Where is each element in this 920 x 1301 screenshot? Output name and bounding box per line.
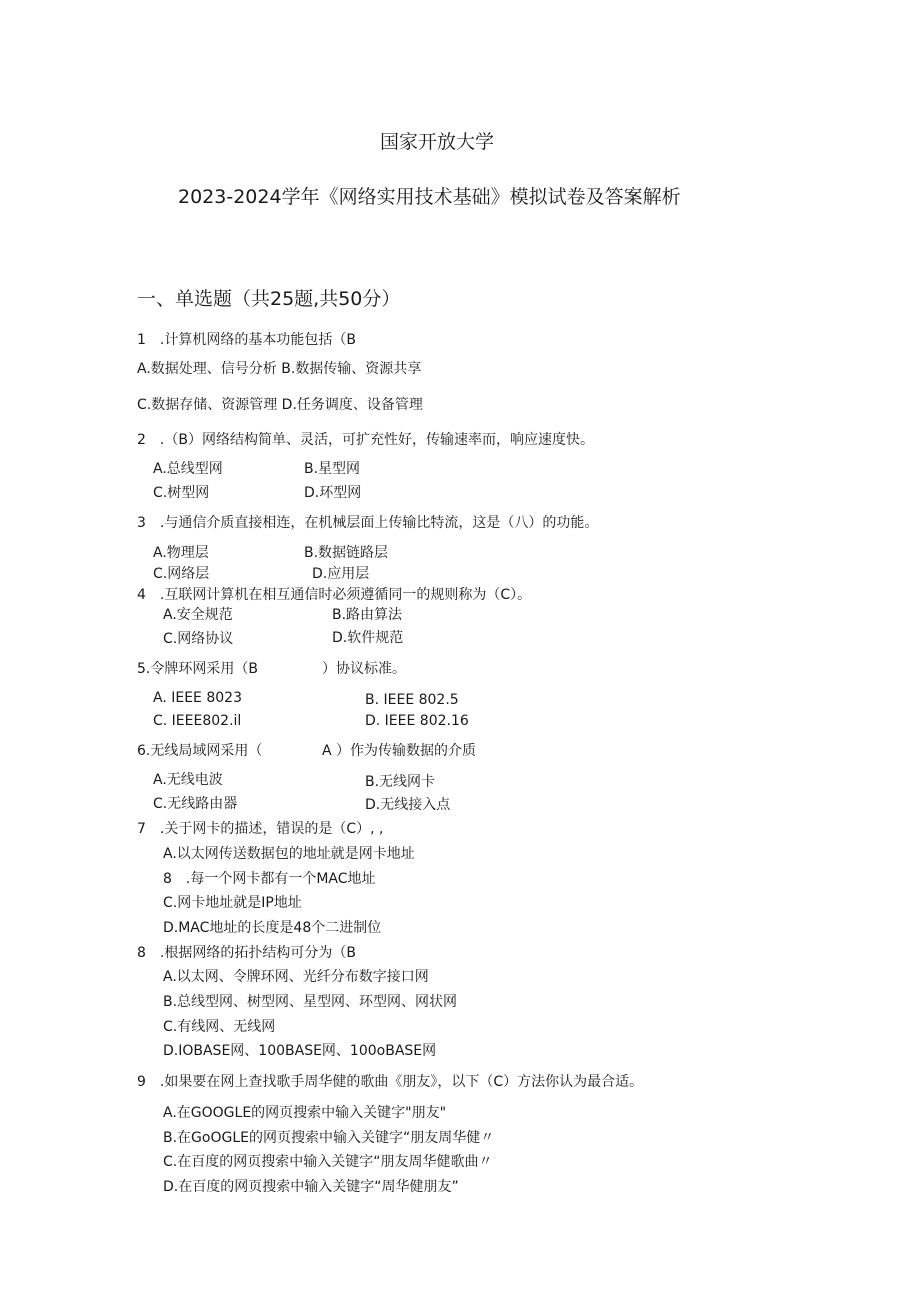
question-5-option-d: D. IEEE 802.16 <box>365 713 469 729</box>
question-6-option-d: D.无线接入点 <box>365 797 451 813</box>
question-3-option-c: C.网络层 <box>153 566 210 582</box>
exam-title: 2023-2024学年《网络实用技术基础》模拟试卷及答案解析 <box>178 186 681 208</box>
question-6-option-b: B.无线网卡 <box>365 774 436 790</box>
question-3-stem: 3 .与通信介质直接相连，在机械层面上传输比特流，这是（八）的功能。 <box>137 515 599 531</box>
question-9-option-d: D.在百度的网页搜索中输入关键字“周华健朋友” <box>163 1179 459 1195</box>
question-2-option-b: B.星型网 <box>304 461 361 477</box>
question-5-stem: 5.令牌环网采用（B <box>137 661 258 677</box>
question-8-stem: 8 .根据网络的拓扑结构可分为（B <box>137 945 356 961</box>
question-8-option-d: D.IOBASE网、100BASE网、100oBASE网 <box>163 1043 437 1059</box>
question-2-option-a: A.总线型网 <box>153 461 223 477</box>
question-5-option-b: B. IEEE 802.5 <box>365 692 459 708</box>
question-7-option-d: D.MAC地址的长度是48个二进制位 <box>163 920 382 936</box>
question-7-stem: 7 .关于网卡的描述，错误的是（C）, , <box>137 821 384 837</box>
question-3-option-d: D.应用层 <box>312 566 370 582</box>
question-6-stem-end: A ）作为传输数据的介质 <box>322 743 477 759</box>
question-3-option-b: B.数据链路层 <box>304 545 389 561</box>
question-7-option-a: A.以太网传送数据包的地址就是网卡地址 <box>163 846 415 862</box>
section-heading: 一、单选题（共25题,共50分） <box>137 288 401 310</box>
question-2-stem: 2 .（B）网络结构简单、灵活，可扩充性好，传输速率而，响应速度快。 <box>137 432 594 448</box>
question-6-option-a: A.无线电波 <box>153 772 223 788</box>
question-9-stem: 9 .如果要在网上查找歌手周华健的歌曲《朋友》，以下（C）方法你认为最合适。 <box>137 1074 644 1090</box>
question-9-option-a: A.在GOOGLE的网页搜索中输入关键字"朋友" <box>163 1105 447 1121</box>
question-8-option-b: B.总线型网、树型网、星型网、环型网、网状网 <box>163 994 458 1010</box>
question-5-option-a: A. IEEE 8023 <box>153 690 242 706</box>
question-9-option-c: C.在百度的网页搜索中输入关键字“朋友周华健歌曲〃 <box>163 1154 493 1170</box>
question-5-stem-end: ）协议标准。 <box>322 661 406 677</box>
question-8-option-a: A.以太网、令牌环网、光纤分布数字接口网 <box>163 969 429 985</box>
university-name: 国家开放大学 <box>380 131 495 153</box>
question-4-option-d: D.软件规范 <box>332 630 404 646</box>
question-2-option-d: D.环型网 <box>304 485 362 501</box>
question-4-option-a: A.安全规范 <box>163 607 233 623</box>
question-5-option-c: C. IEEE802.il <box>153 713 242 729</box>
question-1-options-cd: C.数据存储、资源管理 D.任务调度、设备管理 <box>137 397 423 413</box>
question-4-option-b: B.路由算法 <box>332 607 403 623</box>
question-4-stem: 4 .互联网计算机在相互通信时必须遵循同一的规则称为（C）。 <box>137 587 532 603</box>
question-9-option-b: B.在GoOGLE的网页搜索中输入关键字“朋友周华健〃 <box>163 1130 495 1146</box>
question-7-option-b: 8 .每一个网卡都有一个MAC地址 <box>163 871 376 887</box>
question-1-stem: 1 .计算机网络的基本功能包括（B <box>137 332 356 348</box>
question-4-option-c: C.网络协议 <box>163 631 234 647</box>
question-6-option-c: C.无线路由器 <box>153 796 238 812</box>
question-1-options-ab: A.数据处理、信号分析 B.数据传输、资源共享 <box>137 361 422 377</box>
question-7-option-c: C.网卡地址就是IP地址 <box>163 895 302 911</box>
question-2-option-c: C.树型网 <box>153 485 210 501</box>
question-8-option-c: C.有线网、无线网 <box>163 1019 276 1035</box>
question-3-option-a: A.物理层 <box>153 545 209 561</box>
question-6-stem: 6.无线局域网采用（ <box>137 743 263 759</box>
